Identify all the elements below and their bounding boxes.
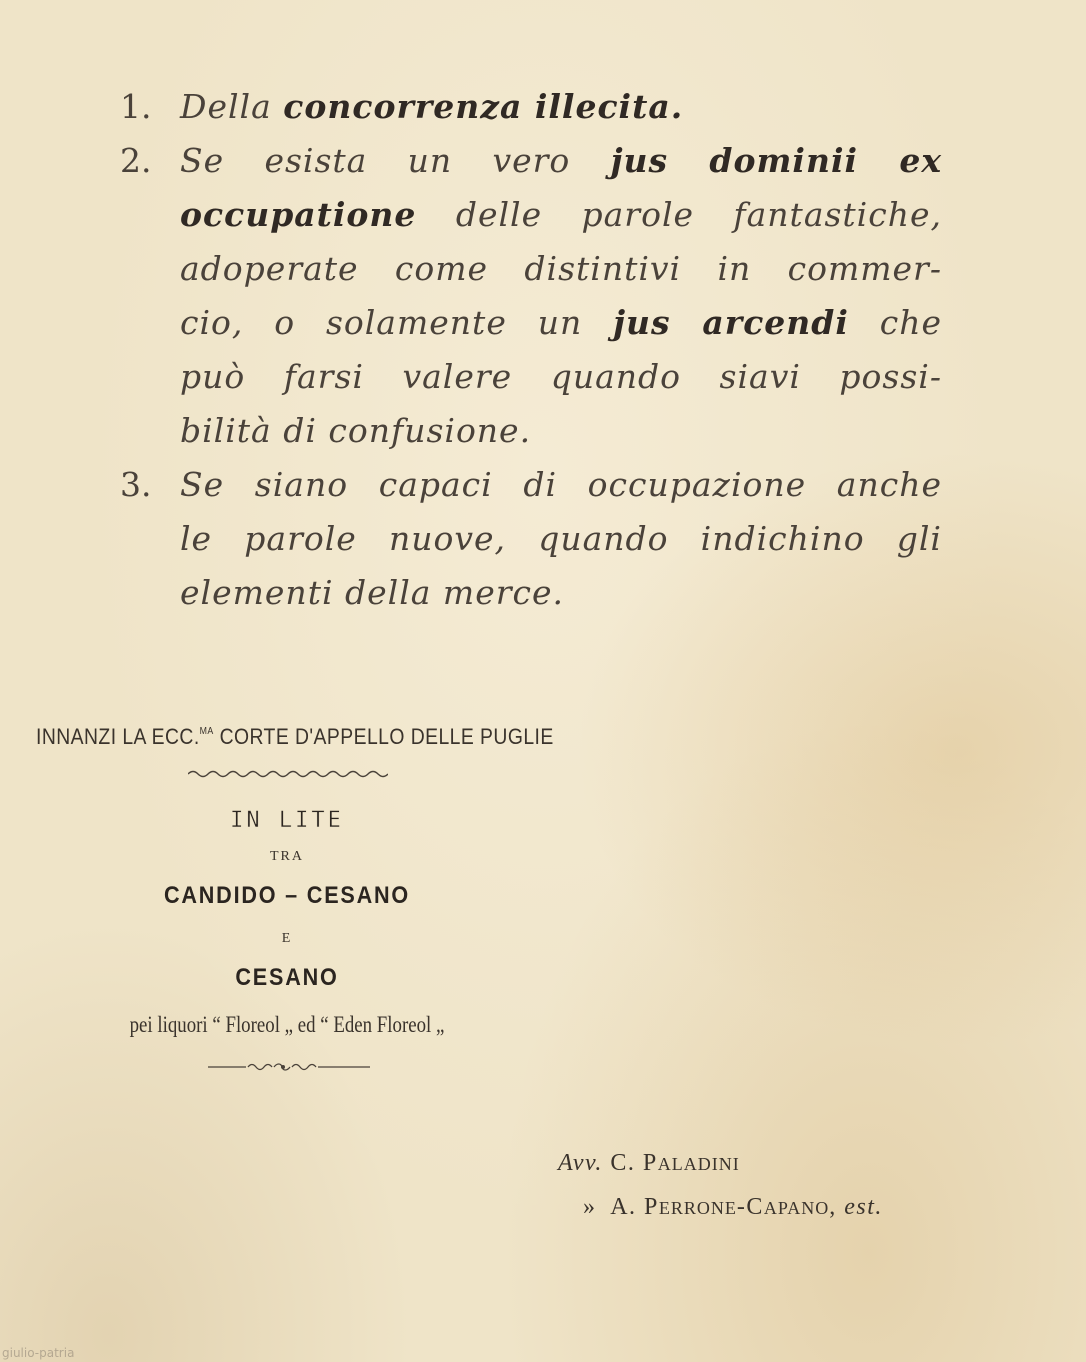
court-superscript: MA [199,726,214,737]
sig2-tail: est. [844,1194,883,1220]
list-item-line [180,458,942,512]
text-run: Se esista un vero [180,141,611,180]
signature-line-2: » A. PERRONE-CAPANO, est. [583,1194,883,1220]
list-item-line [180,296,942,350]
signature-line-1 [558,1150,740,1177]
list-item-line [180,350,942,404]
sig2-rest2: APANO [763,1198,830,1218]
list-item-number: 1. [120,87,152,126]
list-item-line [180,188,942,242]
in-lite-label: IN LITE [230,808,344,833]
text-run: bilità di confusione. [180,411,532,450]
e-label: E [281,931,293,946]
sig1-cap: P [642,1150,658,1176]
party2-name: CESANO [235,964,339,991]
list-item-number: 3. [120,465,152,504]
in-lite-heading [98,808,476,833]
court-prefix: INNANZI LA ECC. [36,724,200,749]
sig2-dash: - [736,1194,747,1220]
list-item-line [180,80,942,134]
sig2-cap2: C [746,1194,764,1220]
watermark: giulio-patria [2,1346,75,1360]
list-item-line [180,512,942,566]
tra-label: TRA [270,849,304,864]
text-run: adoperate come distintivi in commer- [180,249,942,288]
subject-block [58,1012,516,1038]
list-item-line [180,242,942,296]
sig1-rest: ALADINI [657,1154,740,1174]
e-block [98,931,476,947]
sig1-prefix: Avv. [558,1150,603,1176]
text-run: che [848,303,943,342]
bold-phrase: jus arcendi [613,303,849,342]
sig2-cap1: P [644,1194,659,1220]
party1-name: CANDIDO – CESANO [163,882,411,909]
subject-line: pei liquori “ Floreol „ ed “ Eden Floreol „ [129,1012,445,1037]
ornament-rule [208,1060,370,1074]
list-item-number: 2. [120,141,152,180]
text-run: cio, o solamente un [180,303,614,342]
text-run: Della [180,87,284,126]
bold-phrase: occupatione [180,195,417,234]
text-run: può farsi valere quando siavi possi- [180,357,942,396]
list-item-line [180,566,942,620]
wavy-rule-top [188,768,388,780]
court-suffix: CORTE D'APPELLO DELLE PUGLIE [213,724,554,749]
tra-block [98,849,476,865]
sig1-initial: C. [610,1150,636,1176]
text-run: Se siano capaci di occupazione anche [180,465,942,504]
list-item-line [180,404,942,458]
party1-block [98,882,476,910]
list-item-line [180,134,942,188]
party2-block [98,964,476,992]
sig2-initial: A. [610,1194,637,1220]
court-heading [36,724,554,750]
text-run: le parole nuove, quando indichino gli [180,519,942,558]
text-run: elementi della merce. [180,573,565,612]
bold-phrase: jus dominii ex [610,141,942,180]
text-run: delle parole fantastiche, [416,195,942,234]
sig2-rest1: ERRONE [658,1198,737,1218]
bold-phrase: concorrenza illecita. [283,87,684,126]
sig2-prefix: » [583,1194,597,1220]
